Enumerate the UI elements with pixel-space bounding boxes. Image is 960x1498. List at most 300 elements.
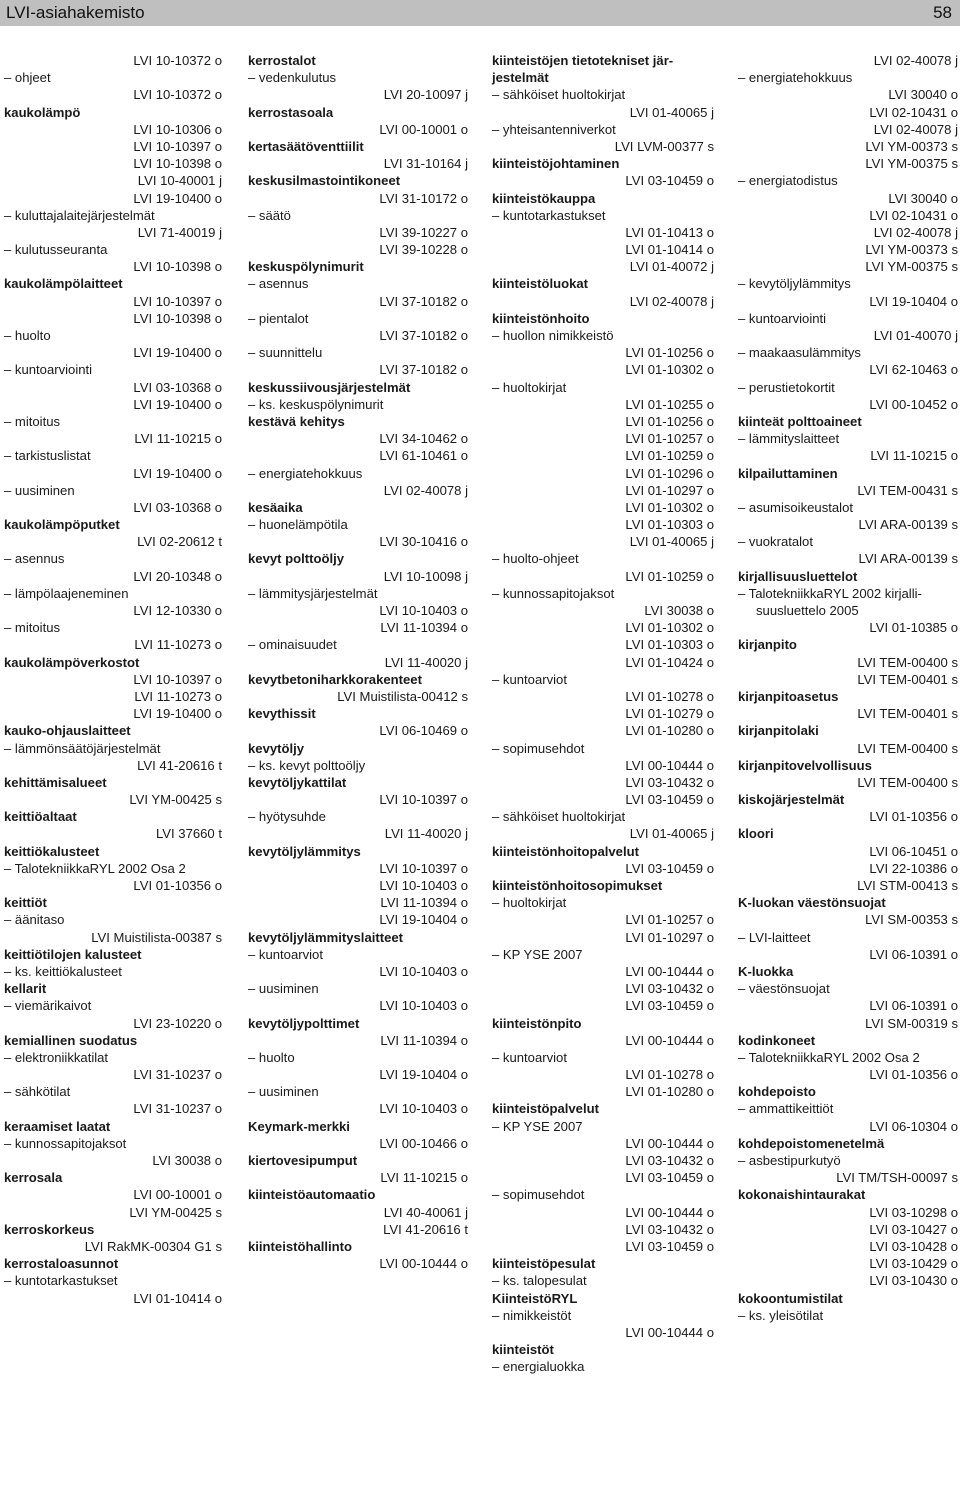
index-reference: LVI 00-10444 o: [625, 1204, 714, 1220]
index-heading: kerrostaloasunnot: [4, 1256, 119, 1272]
index-reference: LVI 62-10463 o: [869, 362, 958, 378]
index-reference: LVI 11-10273 o: [134, 637, 222, 653]
index-heading: kirjanpito: [738, 637, 797, 653]
index-reference: LVI 00-10444 o: [379, 1256, 468, 1272]
index-subentry: – KP YSE 2007: [492, 946, 583, 962]
index-heading: kiinteistöt: [492, 1342, 554, 1358]
index-subentry: – maakaasulämmitys: [738, 345, 861, 361]
index-subentry: – ks. kevyt polttoöljy: [248, 757, 366, 773]
index-reference: LVI YM-00425 s: [129, 1204, 222, 1220]
index-reference: LVI 01-10256 o: [625, 345, 714, 361]
index-reference: LVI 11-10215 o: [870, 448, 958, 464]
index-reference: LVI 10-10397 o: [379, 860, 468, 876]
index-subentry: – huolto-ohjeet: [492, 551, 579, 567]
index-subentry: – kuntoarviot: [492, 671, 567, 687]
index-reference: LVI 01-10303 o: [625, 637, 714, 653]
index-reference: LVI Muistilista-00387 s: [91, 929, 222, 945]
index-subentry: – ks. talopesulat: [492, 1273, 587, 1289]
index-reference: LVI 11-10394 o: [380, 620, 468, 636]
index-heading: kirjanpitoasetus: [738, 688, 839, 704]
index-subentry: – pientalot: [248, 310, 309, 326]
index-heading: kodinkoneet: [738, 1032, 816, 1048]
index-reference: LVI 10-10397 o: [133, 671, 222, 687]
index-reference: LVI 11-40020 j: [384, 654, 468, 670]
index-reference: LVI 31-10237 o: [133, 1101, 222, 1117]
index-reference: LVI 40-40061 j: [383, 1204, 468, 1220]
index-reference: LVI 37-10182 o: [379, 362, 468, 378]
index-reference: LVI 01-10302 o: [625, 620, 714, 636]
index-reference: LVI ARA-00139 s: [858, 517, 958, 533]
index-reference: LVI 10-10403 o: [379, 963, 468, 979]
index-reference: LVI 30040 o: [888, 87, 958, 103]
index-subentry: – sähköiset huoltokirjat: [492, 87, 626, 103]
index-reference: LVI 03-10432 o: [625, 1221, 714, 1237]
index-heading: keskusilmastointikoneet: [248, 173, 401, 189]
index-reference: LVI 01-10296 o: [625, 465, 714, 481]
index-subentry: – kuntoarviointi: [4, 362, 93, 378]
index-heading: kevytöljylämmityslaitteet: [248, 929, 404, 945]
index-heading: kevytöljylämmitys: [248, 843, 361, 859]
index-reference: LVI 37-10182 o: [379, 328, 468, 343]
index-heading: keittiöaltaat: [4, 809, 77, 825]
index-heading: kevyt polttoöljy: [248, 551, 345, 567]
index-reference: LVI 30038 o: [152, 1153, 222, 1168]
index-reference: LVI 06-10451 o: [869, 843, 958, 859]
index-heading: kemiallinen suodatus: [4, 1032, 138, 1048]
index-reference: LVI 02-40078 j: [629, 293, 714, 309]
index-reference: LVI 01-10259 o: [625, 448, 714, 464]
index-subentry: – energiatehokkuus: [738, 70, 853, 86]
index-reference: LVI 10-10403 o: [379, 1101, 468, 1117]
index-heading: kiinteistökauppa: [492, 190, 596, 206]
index-heading: kehittämisalueet: [4, 774, 107, 790]
index-subentry: – asennus: [4, 551, 65, 567]
index-reference: LVI 11-40020 j: [384, 826, 468, 842]
page-header: [0, 0, 960, 26]
index-heading: kesäaika: [248, 499, 303, 515]
index-reference: LVI 20-10097 j: [383, 87, 468, 103]
index-reference: LVI 01-10280 o: [625, 1084, 714, 1100]
index-reference: LVI 02-40078 j: [383, 482, 468, 498]
index-reference: LVI 01-10297 o: [625, 482, 714, 498]
index-reference: LVI 01-10256 o: [625, 413, 714, 429]
index-reference: LVI YM-00375 s: [865, 259, 958, 275]
index-heading: jestelmät: [492, 70, 549, 86]
index-subentry: – kuntotarkastukset: [492, 207, 606, 223]
index-reference: LVI 10-10098 j: [383, 568, 468, 584]
index-reference: LVI 37-10182 o: [379, 293, 468, 309]
page-number: 58: [933, 3, 952, 22]
index-reference: LVI 03-10427 o: [869, 1221, 958, 1237]
index-heading: kokonaishintaurakat: [738, 1187, 866, 1203]
index-reference: LVI 01-10414 o: [625, 242, 714, 258]
index-reference: LVI 31-10237 o: [133, 1067, 222, 1083]
index-subentry: – lämpölaajeneminen: [4, 585, 129, 601]
index-reference: LVI 01-40072 j: [629, 259, 714, 275]
index-reference: LVI 22-10386 o: [869, 860, 958, 876]
index-reference: LVI 01-10278 o: [625, 1067, 714, 1083]
index-subentry: – huoltokirjat: [492, 895, 567, 911]
index-subentry: – lämmitysjärjestelmät: [248, 585, 378, 601]
index-reference: LVI TEM-00400 s: [857, 740, 958, 756]
index-column-1: [4, 52, 222, 1307]
index-reference: LVI YM-00425 s: [129, 792, 222, 808]
index-reference: LVI 19-10400 o: [133, 190, 222, 206]
index-reference: LVI 01-10356 o: [869, 809, 958, 825]
index-reference: LVI TEM-00401 s: [857, 671, 958, 687]
index-subentry: – uusiminen: [248, 1084, 319, 1100]
index-reference: LVI 03-10430 o: [869, 1273, 958, 1289]
index-subentry: – huolto: [4, 328, 51, 343]
index-heading: K-luokka: [738, 963, 794, 979]
page-title: LVI-asiahakemisto: [6, 3, 145, 22]
index-reference: LVI 10-10372 o: [133, 53, 222, 68]
index-subentry: – kevytöljylämmitys: [738, 276, 851, 292]
index-heading: KiinteistöRYL: [492, 1290, 578, 1306]
index-reference: LVI 06-10469 o: [379, 723, 468, 739]
index-subentry: – huollon nimikkeistö: [492, 328, 614, 343]
index-reference: LVI 03-10459 o: [625, 173, 714, 189]
index-subentry: – asbestipurkutyö: [738, 1153, 841, 1168]
index-reference: LVI 01-10302 o: [625, 499, 714, 515]
index-reference: LVI 19-10400 o: [133, 345, 222, 361]
index-subentry: – kuntoarviot: [248, 946, 323, 962]
index-heading: keittiökalusteet: [4, 843, 100, 859]
index-subentry: – yhteisantenniverkot: [492, 121, 616, 137]
index-reference: LVI 01-10356 o: [869, 1067, 958, 1083]
index-reference: LVI 39-10228 o: [379, 242, 468, 258]
index-reference: LVI 01-10278 o: [625, 688, 714, 704]
index-heading: kilpailuttaminen: [738, 465, 838, 481]
index-subentry: – ammattikeittiöt: [738, 1101, 834, 1117]
index-subentry: – energiatehokkuus: [248, 465, 363, 481]
index-subentry: – elektroniikkatilat: [4, 1049, 109, 1065]
index-heading: kevytöljypolttimet: [248, 1015, 360, 1031]
index-column-3: [492, 52, 714, 1375]
index-subentry: – kuntoarviointi: [738, 310, 827, 326]
index-heading: kirjallisuusluettelot: [738, 568, 858, 584]
index-reference: LVI 19-10404 o: [379, 1067, 468, 1083]
index-reference: LVI 03-10459 o: [625, 1238, 714, 1254]
index-subentry: – TalotekniikkaRYL 2002 Osa 2: [4, 860, 186, 876]
index-reference: LVI 01-10279 o: [625, 706, 714, 722]
index-subentry: – lämmönsäätöjärjestelmät: [4, 740, 161, 756]
index-reference: LVI 01-40065 j: [629, 826, 714, 842]
index-heading: kloori: [738, 826, 774, 842]
index-subentry: – huonelämpötila: [248, 517, 348, 533]
index-reference: LVI LVM-00377 s: [614, 138, 714, 154]
index-heading: kaukolämpöputket: [4, 517, 120, 533]
index-reference: LVI 10-10403 o: [379, 998, 468, 1014]
index-reference: LVI 01-10257 o: [625, 431, 714, 447]
index-subentry: – mitoitus: [4, 413, 61, 429]
index-heading: kiinteistöjen tietotekniset jär-: [492, 53, 674, 68]
index-heading: kerrostalot: [248, 53, 316, 68]
index-subentry: – sähköiset huoltokirjat: [492, 809, 626, 825]
index-subentry: – kunnossapitojaksot: [4, 1135, 127, 1151]
index-subentry: – hyötysuhde: [248, 809, 326, 825]
index-heading: kaukolämpöverkostot: [4, 654, 140, 670]
index-reference: LVI 41-20616 t: [137, 757, 222, 773]
index-heading: kevytöljykattilat: [248, 774, 347, 790]
index-reference: LVI 03-10368 o: [133, 499, 222, 515]
index-reference: LVI 02-10431 o: [869, 207, 958, 223]
index-reference: LVI 11-10273 o: [134, 688, 222, 704]
index-reference: LVI 00-10452 o: [869, 396, 958, 412]
index-subentry: – väestönsuojat: [738, 981, 830, 997]
index-reference: LVI 01-40070 j: [873, 328, 958, 343]
index-heading: kiinteät polttoaineet: [738, 413, 862, 429]
index-subentry: – uusiminen: [248, 981, 319, 997]
index-subentry: – sähkötilat: [4, 1084, 71, 1100]
index-reference: LVI YM-00373 s: [865, 138, 958, 154]
index-heading: kiskojärjestelmät: [738, 792, 845, 808]
index-heading: kertasäätöventtiilit: [248, 138, 364, 154]
index-reference: LVI 37660 t: [155, 826, 222, 842]
index-reference: LVI 10-10398 o: [133, 259, 222, 275]
index-subentry: – sopimusehdot: [492, 1187, 585, 1203]
index-reference: LVI 10-10397 o: [133, 293, 222, 309]
index-reference: LVI 12-10330 o: [133, 603, 222, 618]
index-reference: LVI 30-10416 o: [379, 534, 468, 550]
index-subentry: – asumisoikeustalot: [738, 499, 853, 515]
index-heading: kiinteistöjohtaminen: [492, 156, 620, 172]
index-reference: LVI 41-20616 t: [383, 1221, 468, 1237]
index-reference: LVI 03-10428 o: [869, 1238, 958, 1254]
index-reference: LVI 01-10297 o: [625, 929, 714, 945]
index-heading: kiinteistönpito: [492, 1015, 582, 1031]
index-reference: LVI 03-10429 o: [869, 1256, 958, 1272]
index-reference: LVI TEM-00400 s: [857, 774, 958, 790]
index-reference: LVI 02-10431 o: [869, 104, 958, 120]
index-subentry: – kunnossapitojaksot: [492, 585, 615, 601]
index-heading: keittiötilojen kalusteet: [4, 946, 142, 962]
index-heading: kohdepoistomenetelmä: [738, 1135, 885, 1151]
index-heading: kiinteistöluokat: [492, 276, 589, 292]
index-reference: LVI 19-10400 o: [133, 465, 222, 481]
index-subentry: – lämmityslaitteet: [738, 431, 840, 447]
index-reference: LVI 34-10462 o: [379, 431, 468, 447]
index-reference: LVI 06-10391 o: [869, 998, 958, 1014]
index-heading: kaukolämpölaitteet: [4, 276, 123, 292]
index-heading: kerrostasoala: [248, 104, 334, 120]
index-subentry: – kuntotarkastukset: [4, 1273, 118, 1289]
index-heading: kohdepoisto: [738, 1084, 816, 1100]
index-reference: LVI TEM-00401 s: [857, 706, 958, 722]
index-reference: LVI 30038 o: [644, 603, 714, 618]
index-reference: LVI 01-10255 o: [625, 396, 714, 412]
index-subentry: – huoltokirjat: [492, 379, 567, 395]
index-reference: LVI 10-10397 o: [133, 138, 222, 154]
index-subentry: – kulutusseuranta: [4, 242, 108, 258]
index-subentry: – uusiminen: [4, 482, 75, 498]
index-reference: LVI 01-10413 o: [625, 224, 714, 240]
index-reference: LVI 01-10302 o: [625, 362, 714, 378]
index-reference: LVI 39-10227 o: [379, 224, 468, 240]
index-reference: LVI 10-10403 o: [379, 878, 468, 893]
index-reference: LVI 02-40078 j: [873, 121, 958, 137]
index-subentry: – ominaisuudet: [248, 637, 337, 653]
index-reference: LVI 03-10432 o: [625, 1153, 714, 1168]
index-column-4: [738, 52, 958, 1324]
index-heading: kirjanpitovelvollisuus: [738, 757, 872, 773]
index-reference: LVI 10-40001 j: [137, 173, 222, 189]
index-reference: LVI 01-10257 o: [625, 912, 714, 928]
index-subentry: – mitoitus: [4, 620, 61, 636]
index-subentry: – tarkistuslistat: [4, 448, 91, 464]
index-heading: kaukolämpö: [4, 104, 81, 120]
index-reference: LVI Muistilista-00412 s: [337, 688, 468, 704]
index-heading: keittiöt: [4, 895, 47, 911]
index-reference: LVI 10-10306 o: [133, 121, 222, 137]
index-reference: LVI TEM-00400 s: [857, 654, 958, 670]
index-reference: LVI 01-10303 o: [625, 517, 714, 533]
index-reference: LVI 19-10404 o: [379, 912, 468, 928]
index-reference: LVI 03-10368 o: [133, 379, 222, 395]
index-reference: LVI 23-10220 o: [133, 1015, 222, 1031]
index-reference: LVI 03-10432 o: [625, 774, 714, 790]
index-subentry: – säätö: [248, 207, 291, 223]
index-reference: LVI 10-10397 o: [379, 792, 468, 808]
index-reference: LVI 06-10391 o: [869, 946, 958, 962]
index-subentry: – sopimusehdot: [492, 740, 585, 756]
index-heading: kevythissit: [248, 706, 316, 722]
index-subentry: – ks. yleisötilat: [738, 1307, 824, 1323]
index-reference: LVI 00-10444 o: [625, 1135, 714, 1151]
index-subentry: – vedenkulutus: [248, 70, 337, 86]
index-heading: keskussiivousjärjestelmät: [248, 379, 411, 395]
index-reference: LVI TM/TSH-00097 s: [836, 1170, 958, 1186]
index-reference: LVI 10-10372 o: [133, 87, 222, 103]
index-heading: kauko-ohjauslaitteet: [4, 723, 131, 739]
index-reference: LVI 00-10001 o: [379, 121, 468, 137]
index-reference: LVI 30040 o: [888, 190, 958, 206]
index-subentry: – kuluttajalaitejärjestelmät: [4, 207, 155, 223]
index-subentry: – suunnittelu: [248, 345, 323, 361]
index-reference: LVI 01-40065 j: [629, 104, 714, 120]
index-subentry: – viemärikaivot: [4, 998, 92, 1014]
index-reference: LVI 01-10356 o: [133, 878, 222, 893]
index-reference: LVI 01-40065 j: [629, 534, 714, 550]
index-reference: LVI 06-10304 o: [869, 1118, 958, 1134]
index-reference: LVI 10-10403 o: [379, 603, 468, 618]
index-subentry: – vuokratalot: [738, 534, 813, 550]
index-reference: LVI 03-10298 o: [869, 1204, 958, 1220]
index-heading: keskuspölynimurit: [248, 259, 364, 275]
index-reference: LVI 10-10398 o: [133, 156, 222, 172]
index-reference: LVI 11-10394 o: [380, 895, 468, 911]
index-reference: LVI 10-10398 o: [133, 310, 222, 326]
index-heading: kirjanpitolaki: [738, 723, 819, 739]
index-reference: LVI 03-10432 o: [625, 981, 714, 997]
index-reference: LVI YM-00375 s: [865, 156, 958, 172]
index-reference: LVI 11-10215 o: [134, 431, 222, 447]
index-subentry: – LVI-laitteet: [738, 929, 811, 945]
index-subentry: – ks. keskuspölynimurit: [248, 396, 384, 412]
index-reference: LVI 00-10466 o: [379, 1135, 468, 1151]
index-reference: LVI YM-00373 s: [865, 242, 958, 258]
index-reference: LVI SM-00319 s: [865, 1015, 958, 1031]
index-subentry: – asennus: [248, 276, 309, 292]
index-heading: kiertovesipumput: [248, 1153, 358, 1168]
index-reference: LVI ARA-00139 s: [858, 551, 958, 567]
index-heading: kiinteistönhoitopalvelut: [492, 843, 639, 859]
index-heading: kerrosala: [4, 1170, 63, 1186]
index-heading: keraamiset laatat: [4, 1118, 111, 1134]
index-reference: LVI 31-10164 j: [383, 156, 468, 172]
index-heading: kevytbetoniharkkorakenteet: [248, 671, 422, 687]
index-subentry: – huolto: [248, 1049, 295, 1065]
index-reference: LVI 31-10172 o: [379, 190, 468, 206]
index-subentry: – perustietokortit: [738, 379, 835, 395]
index-reference: LVI 02-20612 t: [137, 534, 222, 550]
index-subentry: – äänitaso: [4, 912, 65, 928]
index-reference: LVI 00-10444 o: [625, 1324, 714, 1340]
index-subentry-continuation: suusluettelo 2005: [756, 603, 859, 618]
index-reference: LVI 00-10444 o: [625, 1032, 714, 1048]
index-heading: kiinteistöhallinto: [248, 1238, 353, 1254]
index-subentry: – energialuokka: [492, 1359, 585, 1375]
index-reference: LVI 20-10348 o: [133, 568, 222, 584]
index-subentry: – TalotekniikkaRYL 2002 Osa 2: [738, 1049, 920, 1065]
index-heading: K-luokan väestönsuojat: [738, 895, 886, 911]
index-reference: LVI SM-00353 s: [865, 912, 958, 928]
index-heading: kiinteistönhoitosopimukset: [492, 878, 663, 893]
index-subentry: – energiatodistus: [738, 173, 838, 189]
index-heading: kerroskorkeus: [4, 1221, 95, 1237]
index-subentry: – nimikkeistöt: [492, 1307, 572, 1323]
index-reference: LVI 02-40078 j: [873, 224, 958, 240]
index-reference: LVI TEM-00431 s: [857, 482, 958, 498]
index-reference: LVI 00-10444 o: [625, 757, 714, 773]
index-reference: LVI 19-10400 o: [133, 706, 222, 722]
index-reference: LVI 01-10259 o: [625, 568, 714, 584]
index-heading: Keymark-merkki: [248, 1118, 350, 1134]
index-heading: kiinteistöpesulat: [492, 1256, 596, 1272]
index-reference: LVI 03-10459 o: [625, 998, 714, 1014]
index-reference: LVI 03-10459 o: [625, 1170, 714, 1186]
index-reference: LVI 01-10280 o: [625, 723, 714, 739]
index-reference: LVI 03-10459 o: [625, 860, 714, 876]
index-reference: LVI 61-10461 o: [379, 448, 468, 464]
index-reference: LVI 01-10385 o: [869, 620, 958, 636]
index-subentry: – TalotekniikkaRYL 2002 kirjalli-: [738, 585, 922, 601]
index-reference: LVI 11-10394 o: [380, 1032, 468, 1048]
index-reference: LVI 19-10400 o: [133, 396, 222, 412]
index-reference: LVI 00-10444 o: [625, 963, 714, 979]
index-reference: LVI 02-40078 j: [873, 53, 958, 68]
index-reference: LVI STM-00413 s: [857, 878, 958, 893]
index-column-2: [248, 52, 468, 1272]
index-reference: LVI 01-10414 o: [133, 1290, 222, 1306]
index-subentry: – ohjeet: [4, 70, 51, 86]
index-heading: kokoontumistilat: [738, 1290, 843, 1306]
index-reference: LVI 71-40019 j: [137, 224, 222, 240]
index-reference: LVI 00-10001 o: [133, 1187, 222, 1203]
index-subentry: – KP YSE 2007: [492, 1118, 583, 1134]
index-heading: kevytöljy: [248, 740, 305, 756]
index-reference: LVI 03-10459 o: [625, 792, 714, 808]
index-reference: LVI RakMK-00304 G1 s: [84, 1238, 222, 1254]
index-heading: kiinteistöautomaatio: [248, 1187, 376, 1203]
index-subentry: – ks. keittiökalusteet: [4, 963, 122, 979]
index-reference: LVI 19-10404 o: [869, 293, 958, 309]
index-heading: kestävä kehitys: [248, 413, 345, 429]
index-subentry: – kuntoarviot: [492, 1049, 567, 1065]
index-heading: kellarit: [4, 981, 47, 997]
index-heading: kiinteistöpalvelut: [492, 1101, 599, 1117]
index-heading: kiinteistönhoito: [492, 310, 590, 326]
